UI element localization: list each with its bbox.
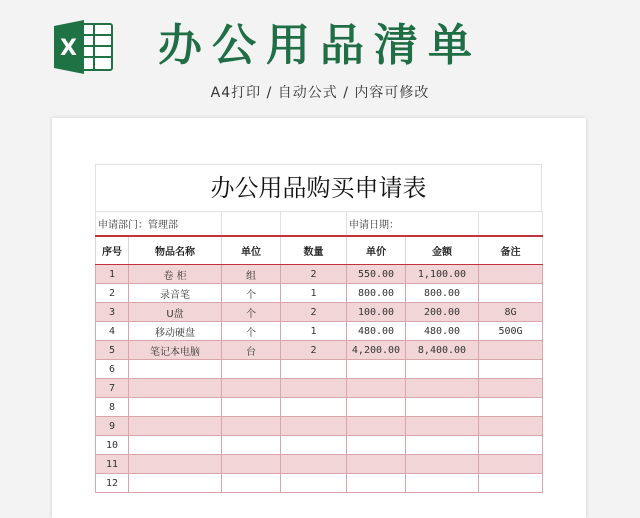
cell-no[interactable]: 7 bbox=[96, 379, 129, 398]
cell-qty[interactable]: 1 bbox=[281, 284, 347, 303]
header-note[interactable]: 备注 bbox=[479, 236, 543, 265]
dept-label[interactable]: 申请部门：管理部 bbox=[96, 212, 222, 237]
table-row bbox=[96, 284, 543, 303]
cell-name[interactable] bbox=[129, 360, 222, 379]
cell-qty[interactable] bbox=[281, 379, 347, 398]
cell-name[interactable]: 移动硬盘 bbox=[129, 322, 222, 341]
cell-name[interactable] bbox=[129, 455, 222, 474]
cell-qty[interactable]: 1 bbox=[281, 322, 347, 341]
banner-subtitle: A4打印 / 自动公式 / 内容可修改 bbox=[210, 85, 430, 101]
cell-price[interactable]: 4,200.00 bbox=[347, 341, 406, 360]
purchase-table bbox=[95, 211, 543, 493]
cell-note[interactable] bbox=[479, 455, 543, 474]
cell-name[interactable]: 笔记本电脑 bbox=[129, 341, 222, 360]
cell-price[interactable]: 480.00 bbox=[347, 322, 406, 341]
cell-name[interactable]: U盘 bbox=[129, 303, 222, 322]
cell-note[interactable] bbox=[479, 265, 543, 284]
cell-no[interactable]: 4 bbox=[96, 322, 129, 341]
cell-qty[interactable] bbox=[281, 398, 347, 417]
header-no[interactable]: 序号 bbox=[96, 236, 129, 265]
cell-note[interactable] bbox=[479, 341, 543, 360]
cell-amount[interactable] bbox=[406, 398, 479, 417]
cell-note[interactable]: 500G bbox=[479, 322, 543, 341]
cell-no[interactable]: 2 bbox=[96, 284, 129, 303]
cell-price[interactable] bbox=[347, 360, 406, 379]
cell-no[interactable]: 9 bbox=[96, 417, 129, 436]
cell-unit[interactable]: 组 bbox=[222, 265, 281, 284]
header-name[interactable]: 物品名称 bbox=[129, 236, 222, 265]
cell-no[interactable]: 10 bbox=[96, 436, 129, 455]
table-row bbox=[96, 360, 543, 379]
cell-unit[interactable] bbox=[222, 455, 281, 474]
cell-no[interactable]: 6 bbox=[96, 360, 129, 379]
cell-note[interactable] bbox=[479, 360, 543, 379]
cell-amount[interactable] bbox=[406, 436, 479, 455]
table-row bbox=[96, 436, 543, 455]
cell-unit[interactable] bbox=[222, 379, 281, 398]
cell-note[interactable] bbox=[479, 417, 543, 436]
cell-amount[interactable]: 200.00 bbox=[406, 303, 479, 322]
cell-amount[interactable] bbox=[406, 474, 479, 493]
header-amount[interactable]: 金额 bbox=[406, 236, 479, 265]
cell-name[interactable]: 卷 柜 bbox=[129, 265, 222, 284]
cell-price[interactable] bbox=[347, 379, 406, 398]
table-row bbox=[96, 341, 543, 360]
info-cell[interactable] bbox=[281, 212, 347, 237]
cell-amount[interactable]: 800.00 bbox=[406, 284, 479, 303]
table-row bbox=[96, 417, 543, 436]
table-row bbox=[96, 455, 543, 474]
table-row bbox=[96, 474, 543, 493]
cell-amount[interactable] bbox=[406, 360, 479, 379]
cell-note[interactable] bbox=[479, 398, 543, 417]
cell-qty[interactable] bbox=[281, 474, 347, 493]
cell-qty[interactable]: 2 bbox=[281, 265, 347, 284]
cell-no[interactable]: 5 bbox=[96, 341, 129, 360]
table-row bbox=[96, 322, 543, 341]
cell-unit[interactable] bbox=[222, 398, 281, 417]
cell-name[interactable] bbox=[129, 417, 222, 436]
cell-unit[interactable] bbox=[222, 436, 281, 455]
cell-amount[interactable]: 480.00 bbox=[406, 322, 479, 341]
cell-qty[interactable] bbox=[281, 455, 347, 474]
cell-qty[interactable] bbox=[281, 436, 347, 455]
excel-icon bbox=[52, 20, 116, 74]
header-row bbox=[96, 236, 543, 265]
header-qty[interactable]: 数量 bbox=[281, 236, 347, 265]
cell-price[interactable] bbox=[347, 474, 406, 493]
svg-text:X: X bbox=[60, 36, 77, 61]
table-row bbox=[96, 398, 543, 417]
cell-amount[interactable] bbox=[406, 455, 479, 474]
cell-note[interactable] bbox=[479, 379, 543, 398]
info-cell[interactable] bbox=[479, 212, 543, 237]
cell-unit[interactable] bbox=[222, 417, 281, 436]
info-row bbox=[96, 212, 543, 237]
spreadsheet bbox=[95, 164, 542, 493]
cell-qty[interactable]: 2 bbox=[281, 303, 347, 322]
cell-price[interactable]: 800.00 bbox=[347, 284, 406, 303]
cell-name[interactable] bbox=[129, 379, 222, 398]
cell-amount[interactable] bbox=[406, 379, 479, 398]
cell-qty[interactable]: 2 bbox=[281, 341, 347, 360]
info-cell[interactable] bbox=[222, 212, 281, 237]
cell-qty[interactable] bbox=[281, 417, 347, 436]
cell-name[interactable] bbox=[129, 474, 222, 493]
cell-price[interactable]: 100.00 bbox=[347, 303, 406, 322]
paper-preview bbox=[52, 118, 586, 518]
cell-note[interactable] bbox=[479, 436, 543, 455]
cell-amount[interactable]: 1,100.00 bbox=[406, 265, 479, 284]
cell-note[interactable] bbox=[479, 474, 543, 493]
cell-unit[interactable] bbox=[222, 474, 281, 493]
table-body bbox=[96, 265, 543, 493]
cell-name[interactable] bbox=[129, 436, 222, 455]
cell-price[interactable] bbox=[347, 455, 406, 474]
banner-title: 办公用品清单 bbox=[158, 20, 482, 71]
header-price[interactable]: 单价 bbox=[347, 236, 406, 265]
date-label[interactable]: 申请日期： bbox=[347, 212, 479, 237]
table-row bbox=[96, 265, 543, 284]
cell-amount[interactable]: 8,400.00 bbox=[406, 341, 479, 360]
cell-unit[interactable]: 个 bbox=[222, 284, 281, 303]
cell-amount[interactable] bbox=[406, 417, 479, 436]
cell-price[interactable] bbox=[347, 436, 406, 455]
cell-unit[interactable]: 个 bbox=[222, 303, 281, 322]
table-row bbox=[96, 379, 543, 398]
cell-unit[interactable] bbox=[222, 360, 281, 379]
cell-unit[interactable]: 个 bbox=[222, 322, 281, 341]
cell-no[interactable]: 3 bbox=[96, 303, 129, 322]
cell-no[interactable]: 8 bbox=[96, 398, 129, 417]
table-row bbox=[96, 303, 543, 322]
sheet-title: 办公用品购买申请表 bbox=[95, 164, 542, 211]
cell-no[interactable]: 11 bbox=[96, 455, 129, 474]
cell-unit[interactable]: 台 bbox=[222, 341, 281, 360]
cell-price[interactable] bbox=[347, 398, 406, 417]
cell-price[interactable] bbox=[347, 417, 406, 436]
cell-note[interactable] bbox=[479, 284, 543, 303]
cell-name[interactable] bbox=[129, 398, 222, 417]
cell-no[interactable]: 12 bbox=[96, 474, 129, 493]
cell-no[interactable]: 1 bbox=[96, 265, 129, 284]
cell-note[interactable]: 8G bbox=[479, 303, 543, 322]
header-unit[interactable]: 单位 bbox=[222, 236, 281, 265]
cell-qty[interactable] bbox=[281, 360, 347, 379]
cell-price[interactable]: 550.00 bbox=[347, 265, 406, 284]
cell-name[interactable]: 录音笔 bbox=[129, 284, 222, 303]
